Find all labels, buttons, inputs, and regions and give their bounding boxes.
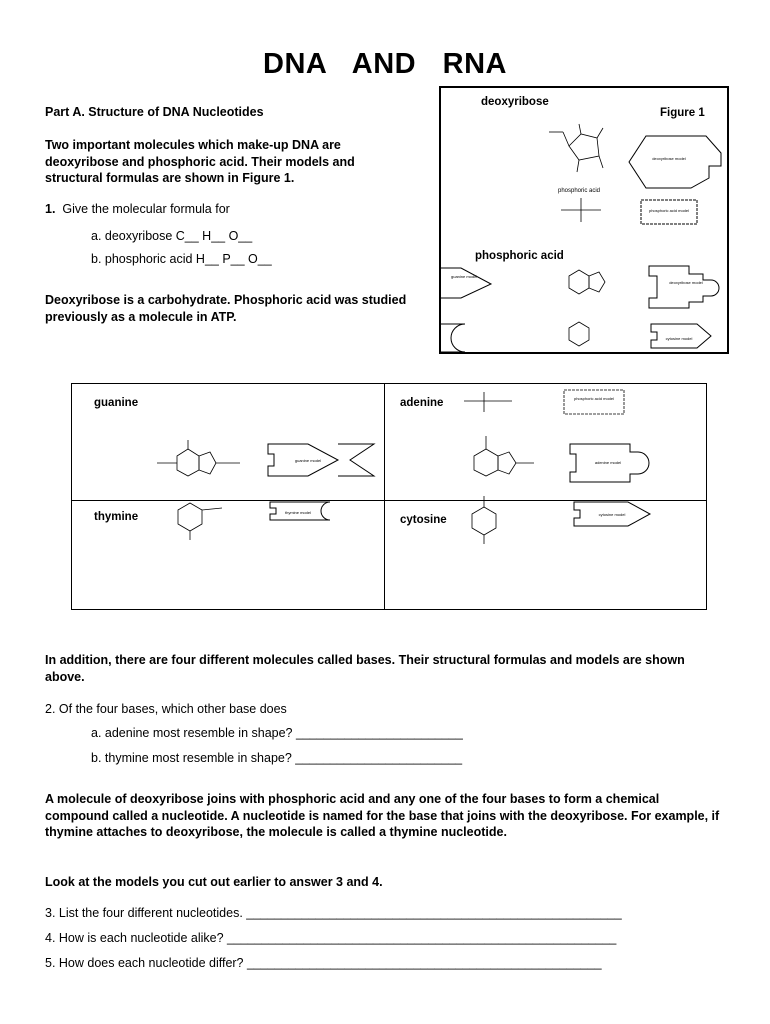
figure-1-label: Figure 1: [660, 107, 705, 119]
question-1-text: Give the molecular formula for: [62, 202, 230, 216]
question-1a: a. deoxyribose C__ H__ O__: [91, 229, 253, 243]
part-a-heading: Part A. Structure of DNA Nucleotides: [45, 105, 264, 119]
look-note: Look at the models you cut out earlier to answer 3 and 4.: [45, 875, 383, 889]
small-phosphoric-label: phosphoric acid: [557, 188, 601, 194]
adenine-cell-phosphoric: [464, 390, 624, 414]
cytosine-structure: [569, 322, 589, 346]
adenine-structure: [569, 270, 605, 294]
phosphoric-structure: [561, 198, 601, 222]
question-2a: a. adenine most resemble in shape? ________________________: [91, 726, 463, 740]
cytosine-model-text: cytosine model: [665, 336, 693, 341]
figure-1-box: [439, 86, 729, 354]
figure-deoxyribose-label: deoxyribose: [481, 96, 549, 108]
adenine-structure-table: [474, 436, 534, 476]
bases-intro: In addition, there are four different molecules called bases. Their structural formulas and models are shown above.: [45, 653, 685, 684]
deoxyribose-model-shape: [629, 136, 721, 188]
guanine-label: guanine: [94, 397, 139, 409]
bases-drawings: [72, 384, 706, 609]
adenine-cell-phosphoric-text: phosphoric acid model: [573, 396, 615, 401]
cytosine-model-text-table: cytosine model: [598, 512, 626, 517]
question-4: 4. How is each nucleotide alike? ________________________________________________________: [45, 931, 617, 945]
guanine-partial-model: [441, 268, 491, 298]
bases-table: [71, 383, 707, 610]
thymine-model-text: thymine model: [284, 510, 312, 515]
part-a-intro: Two important molecules which make-up DNA are deoxyribose and phosphoric acid. Their models and structural formulas are shown in Figure 1.: [45, 138, 355, 185]
cytosine-label: cytosine: [400, 514, 447, 526]
page-title: DNA AND RNA: [263, 48, 507, 80]
deoxyribose-structure: [549, 124, 603, 172]
figure-phosphoric-acid-label: phosphoric acid: [475, 250, 564, 262]
guanine-structure: [157, 440, 240, 476]
thymine-label: thymine: [94, 511, 139, 523]
thymine-structure: [178, 503, 222, 540]
question-1: [45, 202, 230, 216]
question-2b: b. thymine most resemble in shape? ________________________: [91, 751, 463, 765]
cytosine-partial-model: [441, 324, 465, 352]
deoxyribose-model-text: deoxyribose model: [652, 156, 686, 161]
adenine-model-shape: [649, 266, 719, 308]
adenine-label: adenine: [400, 397, 444, 409]
guanine-model-text: guanine model: [294, 458, 322, 463]
question-2: 2. Of the four bases, which other base does: [45, 702, 287, 716]
adenine-model-text: deoxyribose model: [669, 280, 703, 285]
cytosine-structure-table: [472, 496, 496, 544]
question-1-number: 1.: [45, 202, 56, 216]
nucleotide-paragraph: A molecule of deoxyribose joins with phosphoric acid and any one of the four bases to form a chemical compound called a nucleotide. A nucleotide is named for the base that joins with the deoxyribose. For example, if thymine attaches to deoxyribose, the molecule is called a thymine nucleotide.: [45, 792, 720, 839]
part-a-note: Deoxyribose is a carbohydrate. Phosphoric acid was studied previously as a molecule in ATP.: [45, 293, 407, 324]
adenine-model-text-table: adenine model: [594, 460, 622, 465]
guanine-partial-text: guanine model: [451, 274, 478, 279]
question-3: 3. List the four different nucleotides. ______________________________________________________: [45, 906, 622, 920]
figure-1-drawings: [441, 88, 727, 352]
phosphoric-model-text: phosphoric acid model: [648, 208, 690, 213]
question-1b: b. phosphoric acid H__ P__ O__: [91, 252, 272, 266]
question-5: 5. How does each nucleotide differ? ___________________________________________________: [45, 956, 602, 970]
